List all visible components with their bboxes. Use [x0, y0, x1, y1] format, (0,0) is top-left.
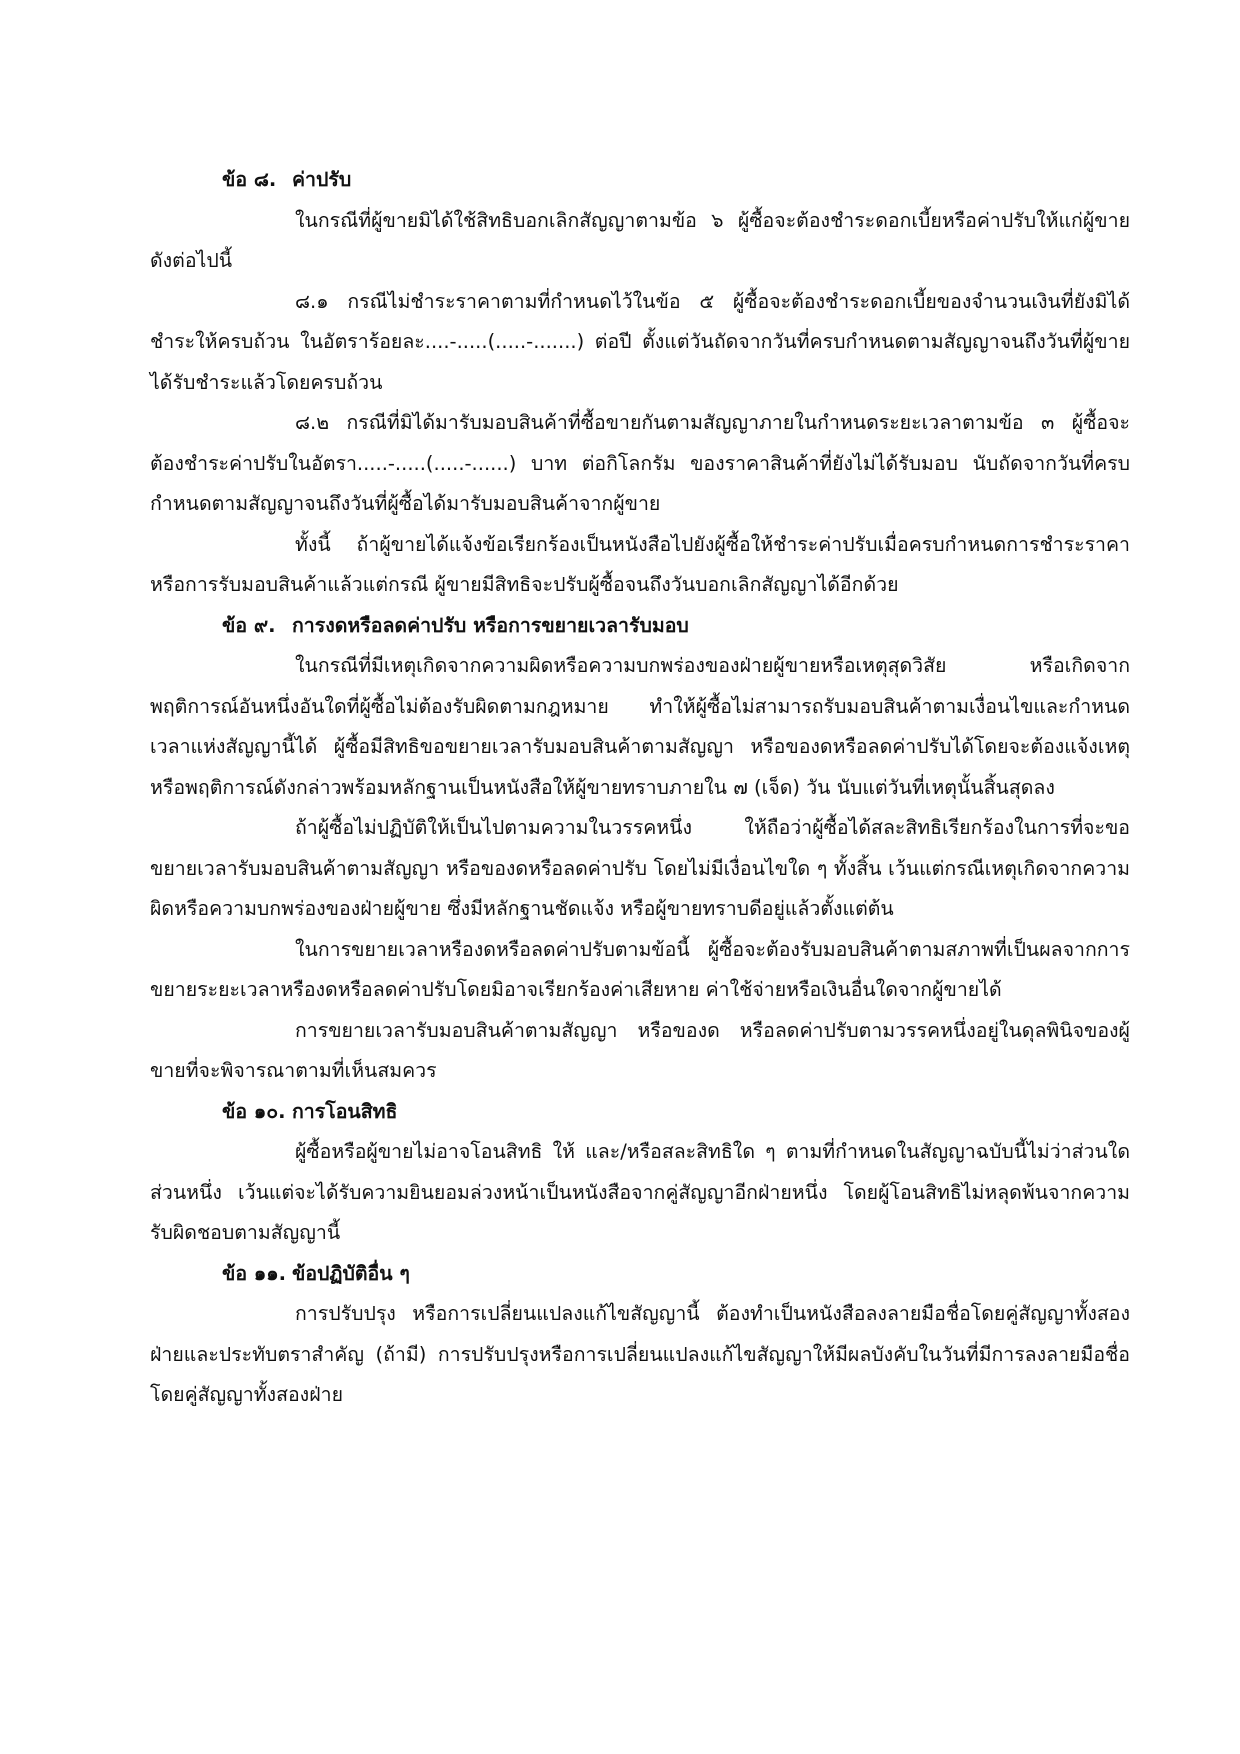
section-title: ข้อปฏิบัติอื่น ๆ: [292, 1261, 410, 1285]
section-number: ข้อ ๘.: [222, 168, 277, 191]
paragraph: ในการขยายเวลาหรืองดหรือลดค่าปรับตามข้อนี้ ผู้ซื้อจะต้องรับมอบสินค้าตามสภาพที่เป็นผลจากการขยายระยะเวลาหรืองดหรือลดค่าปรับโดยมิอาจเรียกร้องค่าเสียหาย ค่าใช้จ่ายหรือเงินอื่นใดจากผู้ขายได้: [150, 937, 1130, 1001]
section-title: ค่าปรับ: [292, 168, 352, 191]
section-title: การงดหรือลดค่าปรับ หรือการขยายเวลารับมอบ: [292, 613, 689, 637]
section-8-heading: [150, 160, 1130, 201]
paragraph: ในกรณีที่มีเหตุเกิดจากความผิดหรือความบกพร่องของฝ่ายผู้ขายหรือเหตุสุดวิสัย หรือเกิดจากพฤติการณ์อันหนึ่งอันใดที่ผู้ซื้อไม่ต้องรับผิดตามกฎหมาย ทำให้ผู้ซื้อไม่สามารถรับมอบสินค้าตามเงื่อนไขและกำหนดเวลาแห่งสัญญานี้ได้ ผู้ซื้อมีสิทธิขอขยายเวลารับมอบสินค้าตามสัญญา หรือของดหรือลดค่าปรับได้โดยจะต้องแจ้งเหตุหรือพฤติการณ์ดังกล่าวพร้อมหลักฐานเป็นหนังสือให้ผู้ขายทราบภายใน ๗ (เจ็ด) วัน นับแต่วันที่เหตุนั้นสิ้นสุดลง: [150, 654, 1130, 799]
section-10-heading: [150, 1092, 1130, 1133]
paragraph: ๘.๒ กรณีที่มิได้มารับมอบสินค้าที่ซื้อขายกันตามสัญญาภายในกำหนดระยะเวลาตามข้อ ๓ ผู้ซื้อจะต้องชำระค่าปรับในอัตรา.....-.....(.....-......) บาท ต่อกิโลกรัม ของราคาสินค้าที่ยังไม่ได้รับมอบ นับถัดจากวันที่ครบกำหนดตามสัญญาจนถึงวันที่ผู้ซื้อได้มารับมอบสินค้าจากผู้ขาย: [150, 411, 1130, 515]
section-11-heading: [150, 1254, 1130, 1295]
paragraph: ๘.๑ กรณีไม่ชำระราคาตามที่กำหนดไว้ในข้อ ๕ ผู้ซื้อจะต้องชำระดอกเบี้ยของจำนวนเงินที่ยังมิได้ชำระให้ครบถ้วน ในอัตราร้อยละ....-.....(.....-.......) ต่อปี ตั้งแต่วันถัดจากวันที่ครบกำหนดตามสัญญาจนถึงวันที่ผู้ขายได้รับชำระแล้วโดยครบถ้วน: [150, 289, 1130, 394]
paragraph: ทั้งนี้ ถ้าผู้ขายได้แจ้งข้อเรียกร้องเป็นหนังสือไปยังผู้ซื้อให้ชำระค่าปรับเมื่อครบกำหนดการชำระราคาหรือการรับมอบสินค้าแล้วแต่กรณี ผู้ขายมีสิทธิจะปรับผู้ซื้อจนถึงวันบอกเลิกสัญญาได้อีกด้วย: [150, 532, 1130, 596]
paragraph: การขยายเวลารับมอบสินค้าตามสัญญา หรือของด หรือลดค่าปรับตามวรรคหนึ่งอยู่ในดุลพินิจของผู้ขายที่จะพิจารณาตามที่เห็นสมควร: [150, 1018, 1130, 1082]
section-title: การโอนสิทธิ: [292, 1099, 398, 1123]
section-number: ข้อ ๑๐.: [222, 1099, 286, 1123]
paragraph: ผู้ซื้อหรือผู้ขายไม่อาจโอนสิทธิ ให้ และ/หรือสละสิทธิใด ๆ ตามที่กำหนดในสัญญาฉบับนี้ไม่ว่าส่วนใดส่วนหนึ่ง เว้นแต่จะได้รับความยินยอมล่วงหน้าเป็นหนังสือจากคู่สัญญาอีกฝ่ายหนึ่ง โดยผู้โอนสิทธิไม่หลุดพ้นจากความรับผิดชอบตามสัญญานี้: [150, 1140, 1130, 1244]
paragraph: การปรับปรุง หรือการเปลี่ยนแปลงแก้ไขสัญญานี้ ต้องทำเป็นหนังสือลงลายมือชื่อโดยคู่สัญญาทั้งสองฝ่ายและประทับตราสำคัญ (ถ้ามี) การปรับปรุงหรือการเปลี่ยนแปลงแก้ไขสัญญาให้มีผลบังคับในวันที่มีการลงลายมือชื่อโดยคู่สัญญาทั้งสองฝ่าย: [150, 1302, 1130, 1406]
section-number: ข้อ ๑๑.: [222, 1261, 286, 1285]
section-number: ข้อ ๙.: [222, 613, 276, 637]
section-9-heading: [150, 606, 1130, 647]
document-page: [150, 160, 1130, 1416]
paragraph: ถ้าผู้ซื้อไม่ปฏิบัติให้เป็นไปตามความในวรรคหนึ่ง ให้ถือว่าผู้ซื้อได้สละสิทธิเรียกร้องในการที่จะขอขยายเวลารับมอบสินค้าตามสัญญา หรือของดหรือลดค่าปรับ โดยไม่มีเงื่อนไขใด ๆ ทั้งสิ้น เว้นแต่กรณีเหตุเกิดจากความผิดหรือความบกพร่องของฝ่ายผู้ขาย ซึ่งมีหลักฐานชัดแจ้ง หรือผู้ขายทราบดีอยู่แล้วตั้งแต่ต้น: [150, 816, 1130, 920]
paragraph: ในกรณีที่ผู้ขายมิได้ใช้สิทธิบอกเลิกสัญญาตามข้อ ๖ ผู้ซื้อจะต้องชำระดอกเบี้ยหรือค่าปรับให้แก่ผู้ขายดังต่อไปนี้: [150, 208, 1130, 272]
